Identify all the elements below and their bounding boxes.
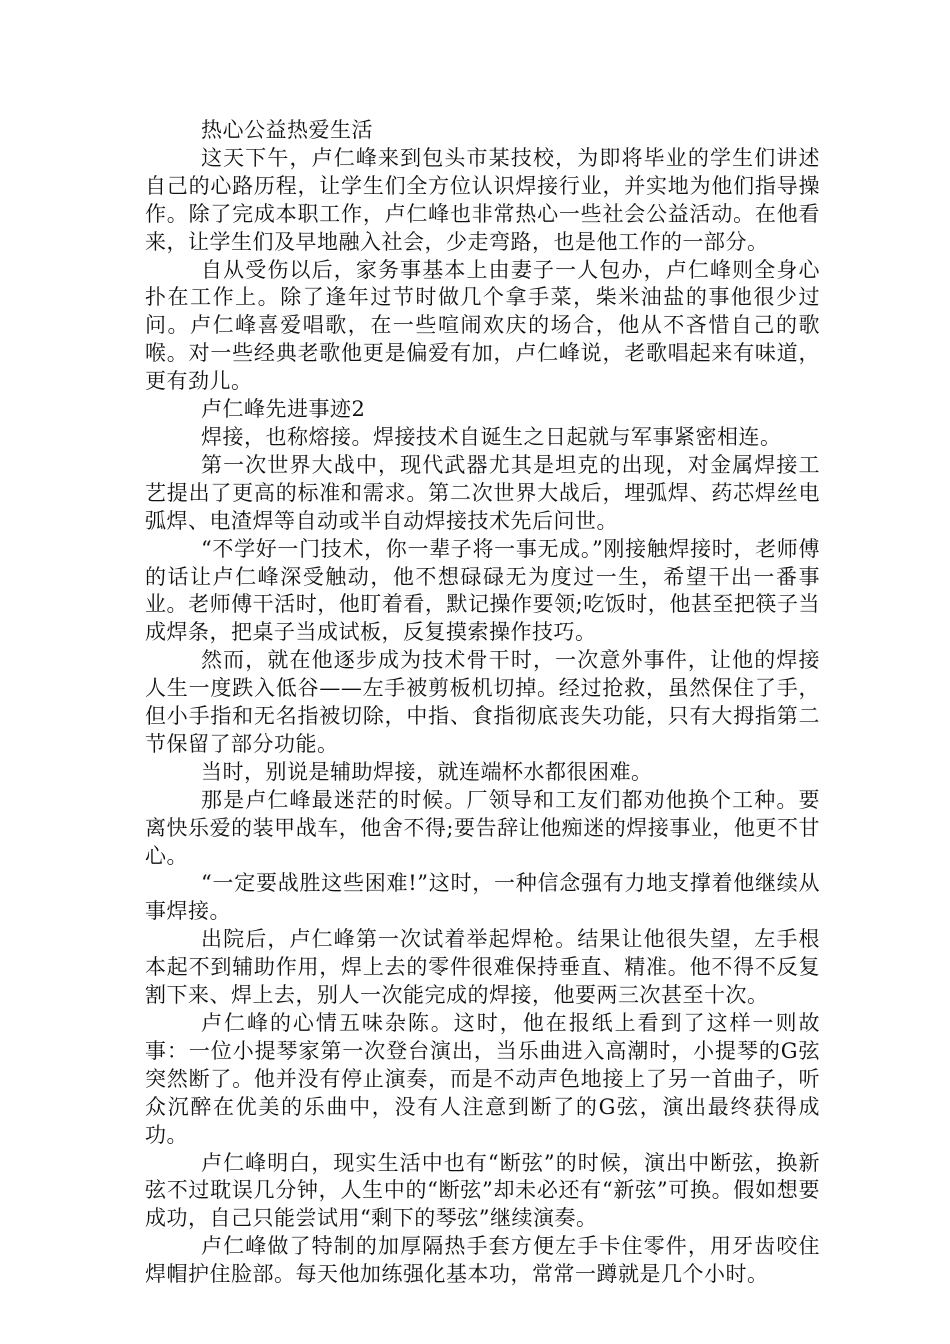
paragraph: 卢仁峰明白，现实生活中也有“断弦”的时候，演出中断弦，换新弦不过耽误几分钟，人生中的“断弦”却未必还有“新弦”可换。假如想要成功，自己只能尝试用“剩下的琴弦”继续演奏。 bbox=[145, 1150, 820, 1231]
document-page bbox=[145, 117, 820, 1289]
paragraph: 卢仁峰做了特制的加厚隔热手套方便左手卡住零件，用牙齿咬住焊帽护住脸部。每天他加练强化基本功，常常一蹲就是几个小时。 bbox=[145, 1234, 820, 1287]
section-heading: 卢仁峰先进事迹2 bbox=[201, 397, 366, 422]
paragraph: 当时，别说是辅助焊接，就连端杯水都很困难。 bbox=[201, 759, 653, 784]
paragraph: 第一次世界大战中，现代武器尤其是坦克的出现，对金属焊接工艺提出了更高的标准和需求。第二次世界大战后，埋弧焊、药芯焊丝电弧焊、电渣焊等自动或半自动焊接技术先后问世。 bbox=[145, 452, 820, 533]
section-heading: 热心公益热爱生活 bbox=[201, 118, 373, 142]
paragraph: “不学好一门技术，你一辈子将一事无成。”刚接触焊接时，老师傅的话让卢仁峰深受触动，他不想碌碌无为度过一生，希望干出一番事业。老师傅干活时，他盯着看，默记操作要领;吃饭时，他甚至把筷子当成焊条，把桌子当成试板，反复摸索操作技巧。 bbox=[145, 536, 820, 645]
paragraph: 自从受伤以后，家务事基本上由妻子一人包办，卢仁峰则全身心扑在工作上。除了逢年过节时做几个拿手菜，柴米油盐的事他很少过问。卢仁峰喜爱唱歌，在一些喧闹欢庆的场合，他从不吝惜自己的歌喉。对一些经典老歌他更是偏爱有加，卢仁峰说，老歌唱起来有味道，更有劲儿。 bbox=[145, 257, 820, 394]
paragraph: 卢仁峰的心情五味杂陈。这时，他在报纸上看到了这样一则故事：一位小提琴家第一次登台演出，当乐曲进入高潮时，小提琴的G弦突然断了。他并没有停止演奏，而是不动声色地接上了另一首曲子，听众沉醉在优美的乐曲中，没有人注意到断了的G弦，演出最终获得成功。 bbox=[145, 1011, 820, 1147]
paragraph: “一定要战胜这些困难!”这时，一种信念强有力地支撑着他继续从事焊接。 bbox=[145, 871, 820, 924]
paragraph: 这天下午，卢仁峰来到包头市某技校，为即将毕业的学生们讲述自己的心路历程，让学生们全方位认识焊接行业，并实地为他们指导操作。除了完成本职工作，卢仁峰也非常热心一些社会公益活动。在他看来，让学生们及早地融入社会，少走弯路，也是他工作的一部分。 bbox=[145, 145, 820, 254]
paragraph: 那是卢仁峰最迷茫的时候。厂领导和工友们都劝他换个工种。要离快乐爱的装甲战车，他舍不得;要告辞让他痴迷的焊接事业，他更不甘心。 bbox=[145, 787, 820, 868]
paragraph: 焊接，也称熔接。焊接技术自诞生之日起就与军事紧密相连。 bbox=[201, 424, 782, 449]
paragraph: 出院后，卢仁峰第一次试着举起焊枪。结果让他很失望，左手根本起不到辅助作用，焊上去的零件很难保持垂直、精准。他不得不反复割下来、焊上去，别人一次能完成的焊接，他要两三次甚至十次。 bbox=[145, 927, 820, 1008]
paragraph: 然而，就在他逐步成为技术骨干时，一次意外事件，让他的焊接人生一度跌入低谷——左手被剪板机切掉。经过抢救，虽然保住了手，但小手指和无名指被切除，中指、食指彻底丧失功能，只有大拇指第二节保留了部分功能。 bbox=[145, 648, 820, 756]
